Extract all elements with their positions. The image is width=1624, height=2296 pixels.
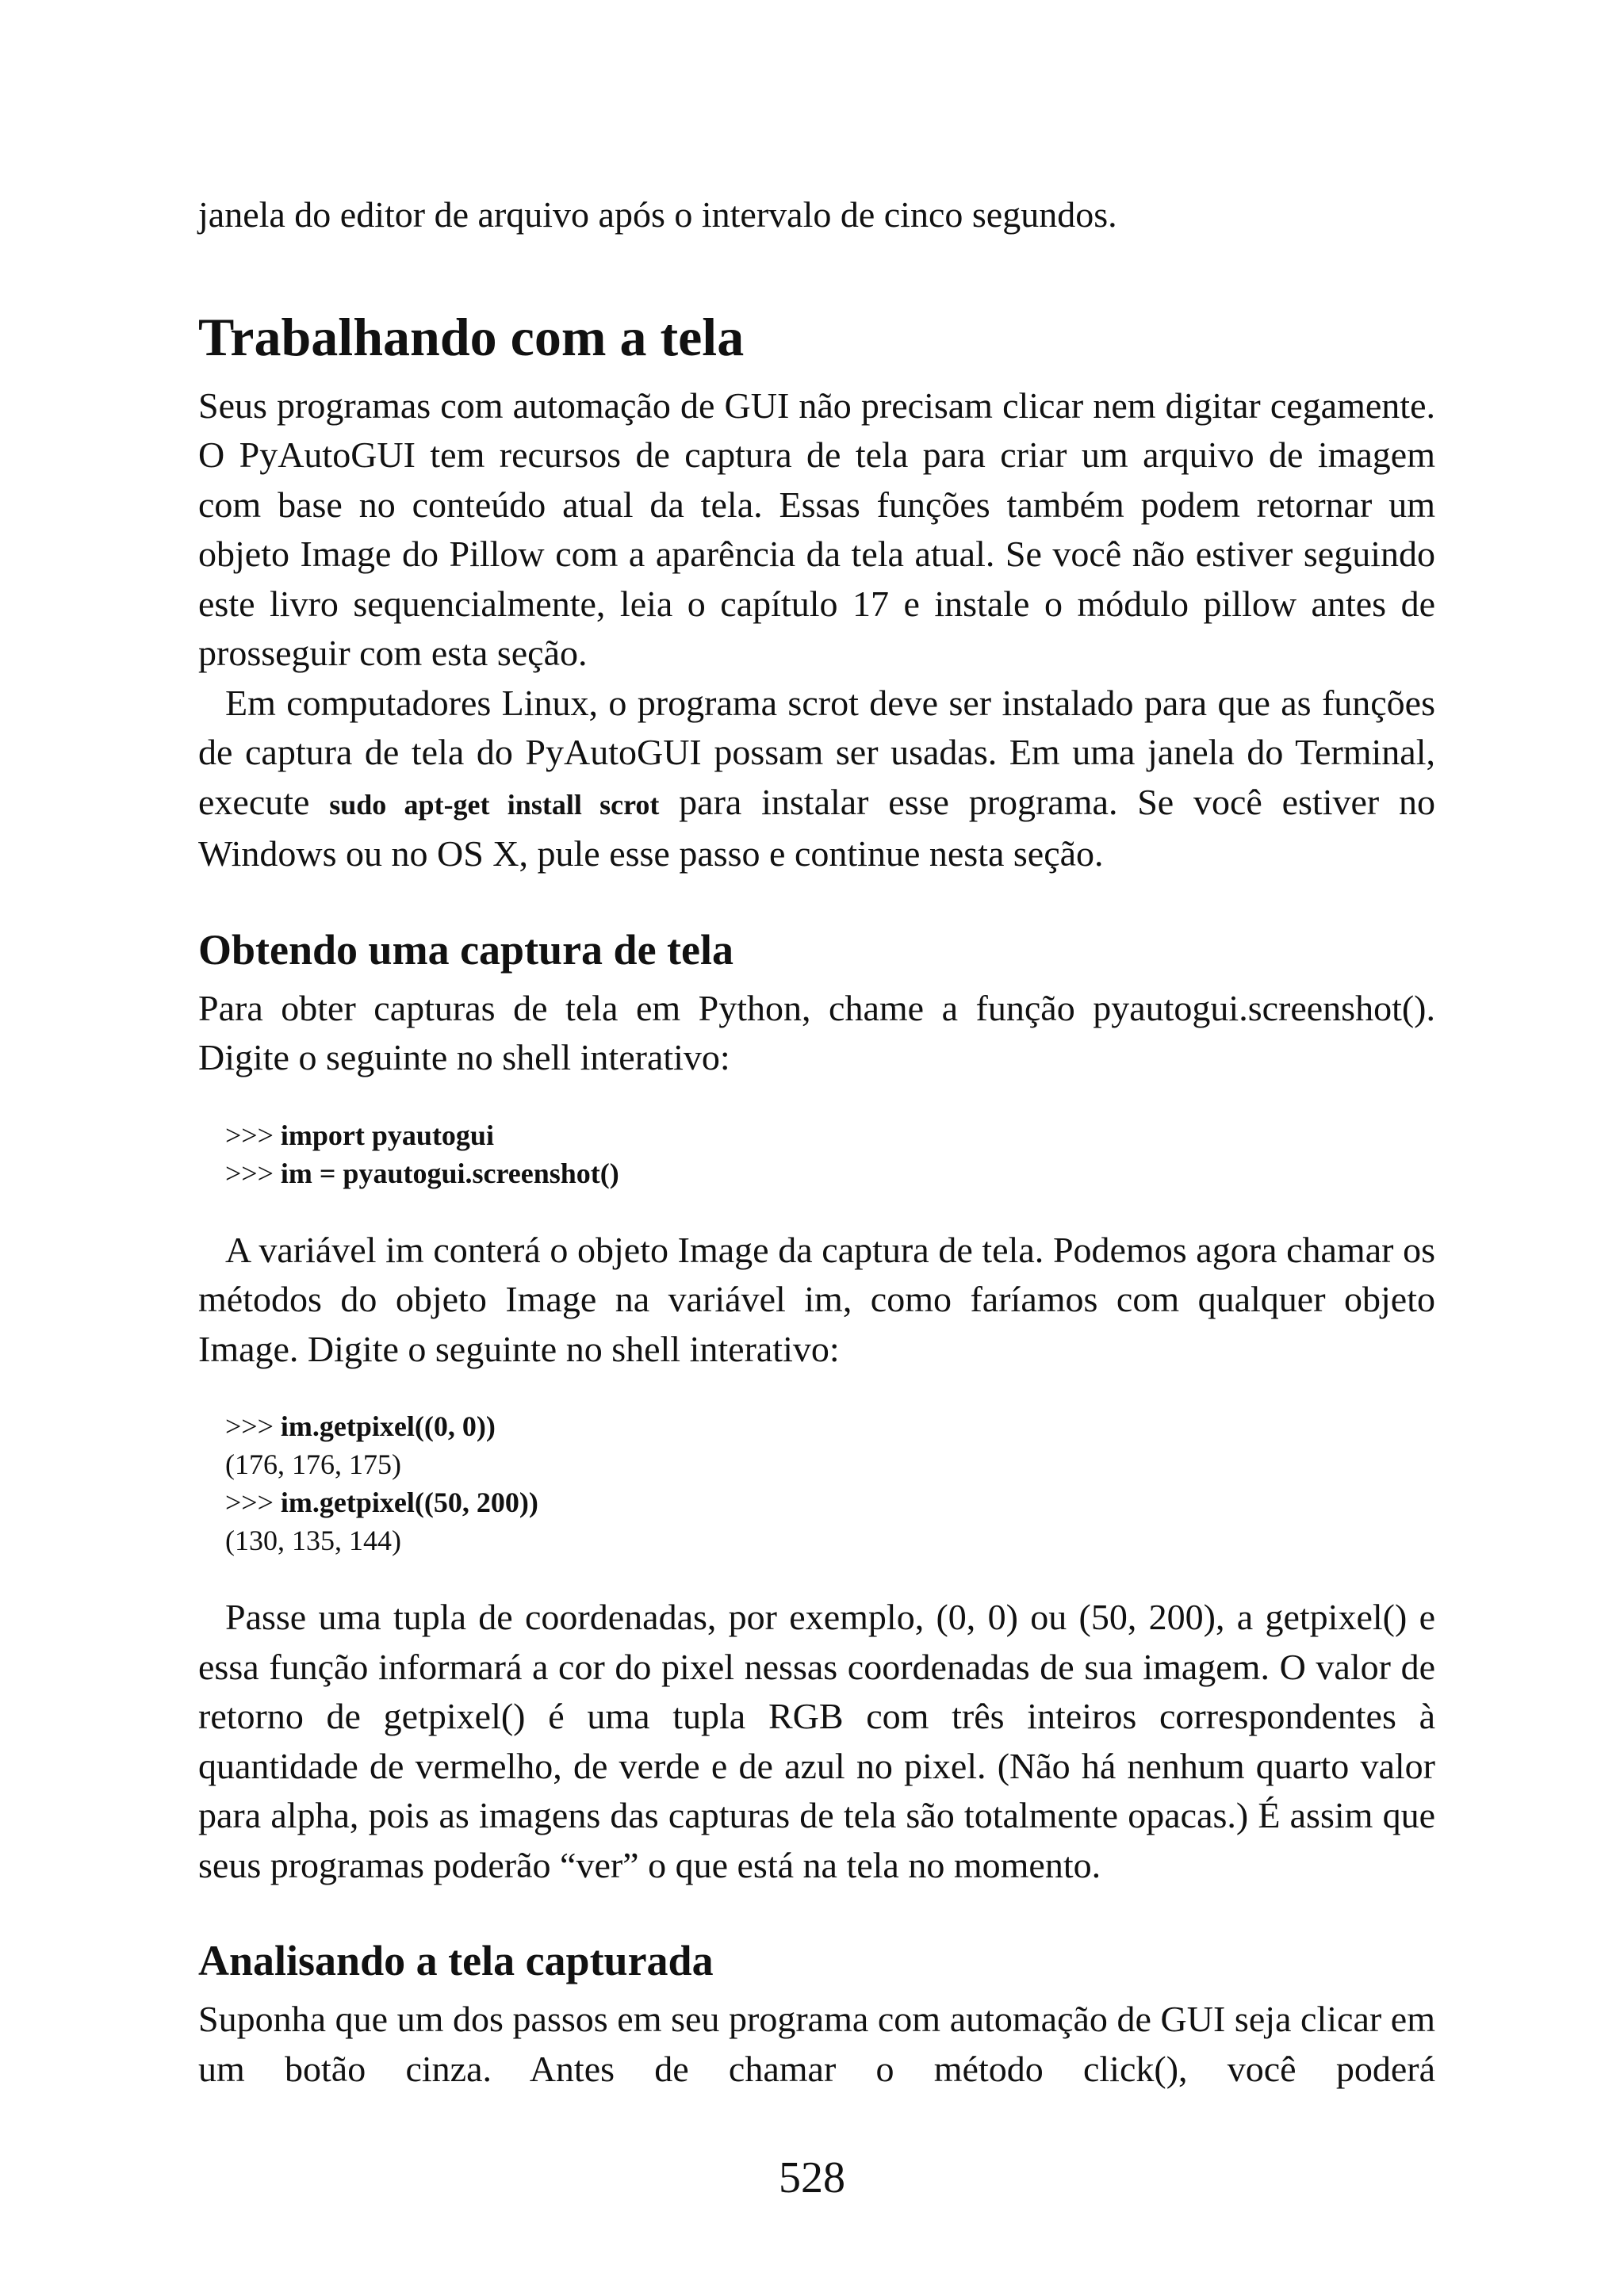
code-output: (130, 135, 144) [225, 1525, 401, 1556]
section-paragraph-2 [198, 679, 1435, 879]
code-prompt: >>> [225, 1157, 281, 1189]
code-command: import pyautogui [280, 1119, 494, 1151]
code-prompt: >>> [225, 1119, 281, 1151]
code-command: im.getpixel((50, 200)) [280, 1487, 538, 1518]
section-paragraph-1: Seus programas com automação de GUI não precisam clicar nem digitar cegamente. O PyAutoGUI tem recursos de captura de tela para criar um arquivo de imagem com base no conteúdo atual da tela. Essas funções também podem retornar um objeto Image do Pillow com a aparência da tela atual. Se você não estiver seguindo este livro sequencialmente, leia o capítulo 17 e instale o módulo pillow antes de prosseguir com esta seção. [198, 385, 1435, 673]
code-block-1 [225, 1116, 1435, 1192]
subsection-paragraph-2: A variável im conterá o objeto Image da captura de tela. Podemos agora chamar os métodos do objeto Image na variável im, como faríamos com qualquer objeto Image. Digite o seguinte no shell interativo: [198, 1229, 1435, 1369]
subsection-title-screenshot: Obtendo uma captura de tela [198, 925, 733, 974]
section-title: Trabalhando com a tela [198, 306, 745, 367]
subsection-paragraph-3: Passe uma tupla de coordenadas, por exemplo, (0, 0) ou (50, 200), a getpixel() e essa função informará a cor do pixel nessas coordenadas de sua imagem. O valor de retorno de getpixel() é uma tupla RGB com três inteiros correspondentes à quantidade de vermelho, de verde e de azul no pixel. (Não há nenhum quarto valor para alpha, pois as imagens das capturas de tela são totalmente opacas.) É assim que seus programas poderão “ver” o que está na tela no momento. [198, 1597, 1435, 1885]
code-output: (176, 176, 175) [225, 1448, 401, 1480]
subsection-paragraph-1: Para obter capturas de tela em Python, chame a função pyautogui.screenshot(). Digite o seguinte no shell interativo: [198, 987, 1435, 1077]
intro-paragraph: janela do editor de arquivo após o intervalo de cinco segundos. [198, 194, 1117, 235]
code-line [225, 1407, 1435, 1445]
paragraph-text: para instalar esse programa. Se você estiver no Windows ou no OS X, pule esse passo e continue nesta seção. [198, 781, 1435, 874]
subsection-title-analysis: Analisando a tela capturada [198, 1937, 714, 1984]
page-content [198, 190, 1435, 2094]
paragraph-text: Em computadores Linux, o programa scrot deve ser instalado para que as funções de captura de tela do PyAutoGUI possam ser usadas. Em uma janela do Terminal, execute [198, 682, 1435, 822]
code-line [225, 1116, 1435, 1154]
code-line [225, 1483, 1435, 1521]
code-command: im = pyautogui.screenshot() [280, 1157, 619, 1189]
code-block-2 [225, 1407, 1435, 1559]
code-prompt: >>> [225, 1487, 281, 1518]
subsection2-paragraph-1: Suponha que um dos passos em seu programa com automação de GUI seja clicar em um botão cinza. Antes de chamar o método click(), você poderá [198, 1999, 1435, 2089]
code-prompt: >>> [225, 1410, 281, 1442]
inline-command: sudo apt-get install scrot [329, 788, 660, 821]
code-command: im.getpixel((0, 0)) [280, 1410, 496, 1442]
code-line [225, 1154, 1435, 1192]
page-number: 528 [779, 2153, 845, 2202]
